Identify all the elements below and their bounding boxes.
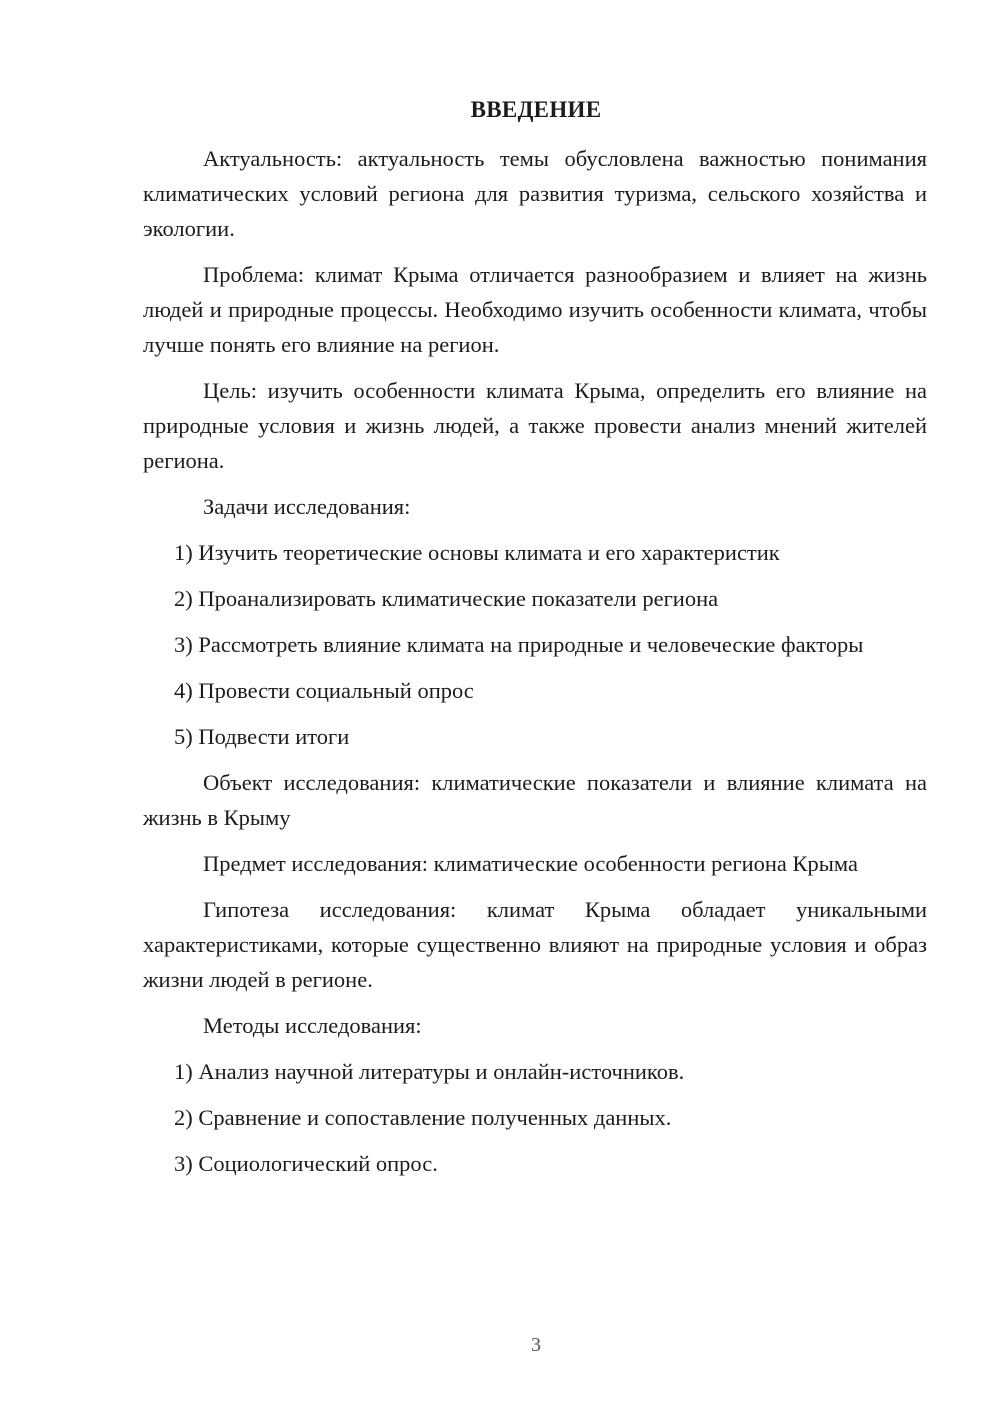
method-item: 2) Сравнение и сопоставление полученных данных. <box>174 1105 672 1130</box>
page-title: ВВЕДЕНИЕ <box>470 97 602 122</box>
problem-paragraph: Проблема: климат Крыма отличается разнообразием и влияет на жизнь людей и природные процессы. Необходимо изучить особенности климата, чтобы лучше понять его влияние на регион. <box>143 262 927 357</box>
subject-paragraph: Предмет исследования: климатические особенности региона Крыма <box>203 851 858 876</box>
method-item: 3) Социологический опрос. <box>174 1151 438 1176</box>
task-item: 3) Рассмотреть влияние климата на природные и человеческие факторы <box>174 632 864 657</box>
document-body <box>143 141 927 1192</box>
object-paragraph: Объект исследования: климатические показатели и влияние климата на жизнь в Крыму <box>143 770 927 830</box>
task-item: 5) Подвести итоги <box>174 724 350 749</box>
goal-paragraph: Цель: изучить особенности климата Крыма, определить его влияние на природные условия и жизнь людей, а также провести анализ мнений жителей региона. <box>143 378 927 473</box>
task-item: 4) Провести социальный опрос <box>174 678 474 703</box>
hypothesis-paragraph: Гипотеза исследования: климат Крыма обладает уникальными характеристиками, которые существенно влияют на природные условия и образ жизни людей в регионе. <box>143 897 927 992</box>
task-item: 1) Изучить теоретические основы климата и его характеристик <box>174 540 780 565</box>
tasks-title: Задачи исследования: <box>203 494 411 519</box>
methods-title: Методы исследования: <box>203 1013 422 1038</box>
page-number: 3 <box>531 1334 541 1356</box>
task-item: 2) Проанализировать климатические показатели региона <box>174 586 719 611</box>
method-item: 1) Анализ научной литературы и онлайн-источников. <box>174 1059 685 1084</box>
relevance-paragraph: Актуальность: актуальность темы обусловлена важностью понимания климатических условий региона для развития туризма, сельского хозяйства и экологии. <box>143 146 927 241</box>
